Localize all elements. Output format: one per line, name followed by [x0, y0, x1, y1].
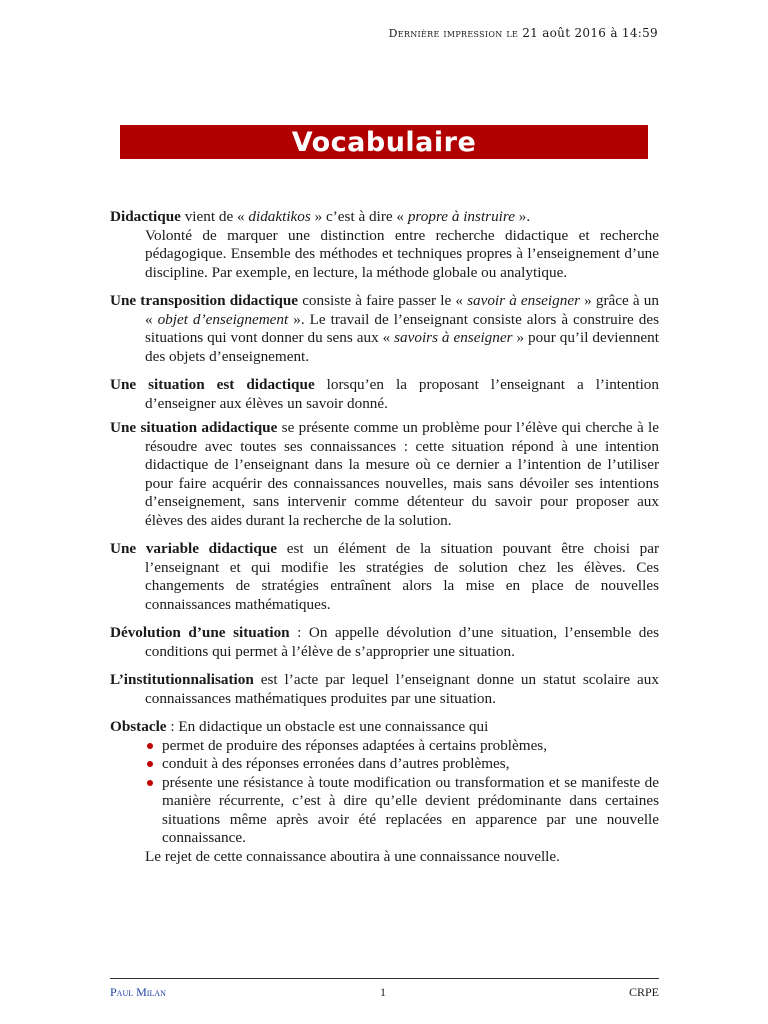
- term-institutionnalisation: L’institutionnalisation: [110, 671, 254, 688]
- entry-text: vient de «: [180, 208, 249, 225]
- page-title: Vocabulaire: [291, 126, 477, 158]
- entry-text: se présente comme un problème pour l’élève qui cherche à le résoudre avec toutes ses connaissances : cette situation répond à une intention didactique de l’enseignant dans la mesure où ce dernier a l’intention de l’utiliser pour faire acquérir des connaissances nouvelles, mais sans dévoiler ses intentions d’enseignement, sans intervenir comme détenteur du savoir pour proposer aux élèves des aides durant la recherche de la solution.: [145, 419, 659, 529]
- footer-divider: [110, 978, 659, 979]
- list-item-text: conduit à des réponses erronées dans d’autres problèmes,: [162, 755, 510, 772]
- entry-text: est un élément de la situation pouvant être choisi par l’enseignant et qui modifie les stratégies de solution chez les élèves. Ces changements de stratégies entraînent alors la mise en place de nouvelles connaissances mathématiques.: [145, 540, 660, 613]
- entry-devolution: [110, 624, 659, 661]
- entry-text: ».: [514, 208, 531, 225]
- term-situation: Une situation est didactique: [110, 376, 315, 393]
- entry-text: est l’acte par lequel l’enseignant donne un statut scolaire aux connaissances mathématiques produites par une situation.: [145, 671, 659, 707]
- obstacle-conclusion: Le rejet de cette connaissance aboutira à une connaissance nouvelle.: [145, 847, 560, 865]
- entry-text: : On appelle dévolution d’une situation, l’ensemble des conditions qui permet à l’élève de s’approprier une situation.: [145, 624, 659, 660]
- entry-situation: [110, 376, 659, 413]
- obstacle-list: [110, 737, 659, 848]
- entry-emphasis: savoirs à enseigner: [394, 329, 513, 346]
- entry-text: » pour qu’il deviennent des objets d’enseignement.: [145, 329, 659, 365]
- term-obstacle: Obstacle: [110, 718, 167, 735]
- entry-didactique: [110, 208, 659, 227]
- print-label: Dernière impression le: [388, 27, 519, 40]
- list-item: [147, 755, 659, 774]
- term-adidactique: Une situation adidactique: [110, 419, 278, 436]
- print-date: 21 août 2016: [522, 26, 607, 40]
- page-footer: [110, 985, 659, 1001]
- term-didactique: Didactique: [110, 208, 181, 225]
- entry-text: lorsqu’en la proposant l’enseignant a l’intention d’enseigner aux élèves un savoir donné.: [145, 376, 659, 412]
- entry-text: : En didactique un obstacle est une connaissance qui: [166, 718, 489, 735]
- term-devolution: Dévolution d’une situation: [110, 624, 290, 641]
- entry-obstacle: [110, 718, 659, 737]
- page-number: 1: [380, 985, 386, 999]
- list-item-text: présente une résistance à toute modification ou transformation et se manifeste de manière récurrente, c’est à dire qu’elle devient prédominante dans certaines situations même après avoir été replacées en apparence par une nouvelle connaissance.: [162, 773, 659, 846]
- title-banner: [120, 125, 648, 159]
- entry-text: » c’est à dire «: [310, 208, 408, 225]
- entry-emphasis: objet d’enseignement: [157, 310, 289, 328]
- list-item: [147, 774, 659, 848]
- entry-emphasis: savoir à enseigner: [467, 292, 580, 309]
- entry-emphasis: didaktikos: [248, 208, 311, 225]
- footer-course: CRPE: [628, 985, 659, 999]
- didactique-description: Volonté de marquer une distinction entre recherche didactique et recherche pédagogique. Ensemble des méthodes et techniques propres à l’enseignement d’une discipline. Par exemple, en lecture, la méthode globale ou analytique.: [145, 226, 659, 281]
- term-transposition: Une transposition didactique: [110, 292, 299, 309]
- entry-text: » grâce à un «: [145, 292, 659, 328]
- bullet-icon: [147, 743, 153, 749]
- entry-transposition: [110, 292, 659, 366]
- document-body: [110, 208, 659, 866]
- entry-variable: [110, 540, 659, 614]
- print-header: [389, 26, 658, 40]
- list-item-text: permet de produire des réponses adaptées à certains problèmes,: [162, 736, 548, 754]
- bullet-icon: [147, 761, 153, 767]
- print-time: 14:59: [621, 26, 658, 40]
- entry-text: ». Le travail de l’enseignant consiste alors à construire des situations qui vont donner du sens aux «: [145, 310, 659, 346]
- bullet-icon: [147, 780, 153, 786]
- list-item: [147, 737, 659, 756]
- entry-institutionnalisation: [110, 671, 659, 708]
- entry-text: consiste à faire passer le «: [298, 292, 468, 309]
- print-sep: à: [610, 26, 618, 40]
- entry-emphasis: propre à instruire: [407, 208, 515, 225]
- term-variable: Une variable didactique: [110, 540, 278, 557]
- entry-adidactique: [110, 419, 659, 530]
- footer-author: Paul Milan: [110, 985, 166, 999]
